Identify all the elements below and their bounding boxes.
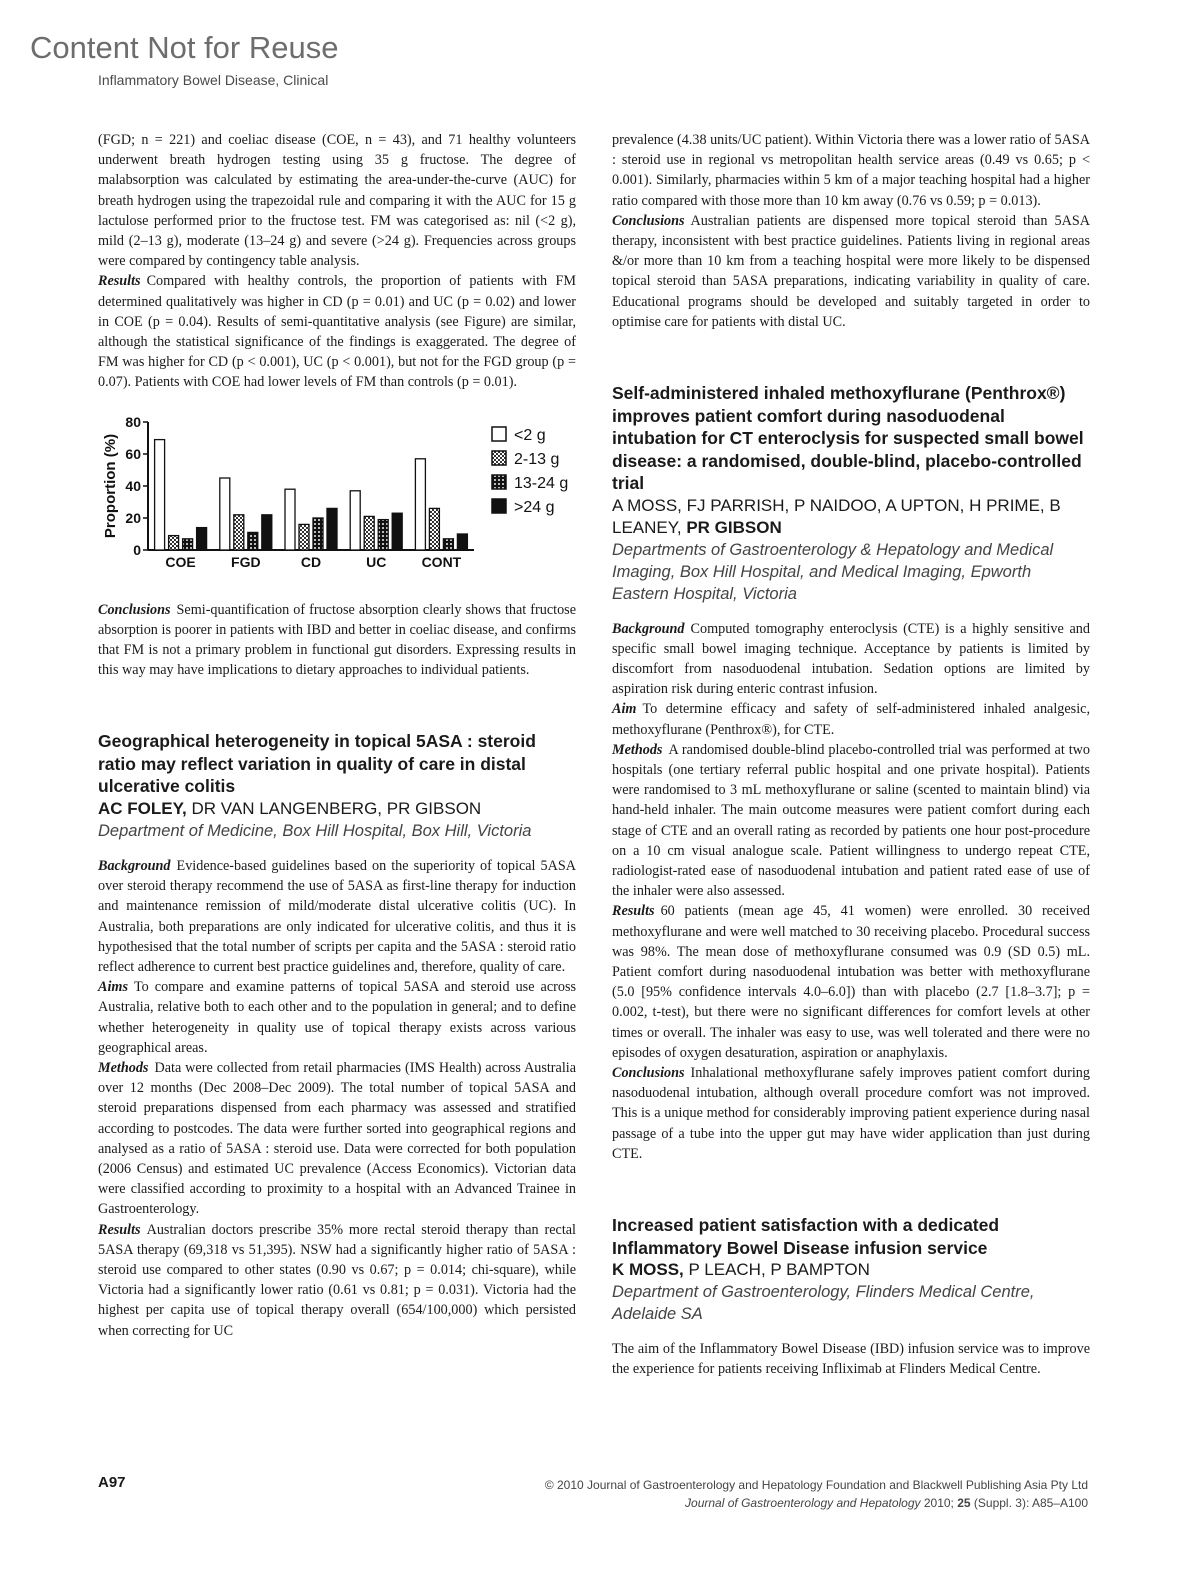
abstract2-conclusions-text: Australian patients are dispensed more topical steroid than 5ASA therapy, inconsistent with best practice guidelines. Patients living in regional areas &/or more than 10 km from a teaching hospital were more likely to be dispensed topical steroid than 5ASA preparations, indicating variability in quality of care. Educational programs should be developed and suitably targeted in order to optimise care for patients with distal UC. xyxy=(612,212,1090,330)
bar-cont-series-1 xyxy=(415,458,425,549)
y-tick-label: 80 xyxy=(125,413,141,430)
coauthors: P LEACH, P BAMPTON xyxy=(683,1260,870,1280)
bar-cd-series-3 xyxy=(313,518,323,550)
presenting-author: K MOSS, xyxy=(612,1260,684,1280)
abstract1-results-text: Compared with healthy controls, the proportion of patients with FM determined qualitatively was higher in CD (p = 0.01) and UC (p = 0.02) and lower in COE (p = 0.04). Results of semi-quantitative analysis (see Figure) are similar, although the statistical significance of the findings is exaggerated. The degree of FM was higher for CD (p < 0.001), UC (p < 0.001), but not for the FGD group (p = 0.07). Patients with COE had lower levels of FM than controls (p = 0.01). xyxy=(98,273,576,391)
y-tick-label: 20 xyxy=(125,509,141,526)
abstract3-conclusions-text: Inhalational methoxyflurane safely improves patient comfort during nasoduodenal intubation, although overall procedure comfort was not improved. This is a unique method for considerably improving patient experience during nasal passage of a tube into the upper gut may have wider application than just during CTE. xyxy=(612,1065,1090,1162)
abstract1-methods-tail: (FGD; n = 221) and coeliac disease (COE, n = 43), and 71 healthy volunteers underwent breath hydrogen testing using 35 g fructose. The degree of malabsorption was calculated by estimating the area-under-the-curve (AUC) for breath hydrogen using the trapezoidal rule and comparing it with the AUC for 15 g lactulose performed prior to the fructose test. FM was categorised as: nil (<2 g), mild (2–13 g), moderate (13–24 g) and severe (>24 g). Frequencies across groups were compared by contingency table analysis. xyxy=(98,132,576,270)
footer-citation xyxy=(545,1476,1088,1512)
bar-cont-series-2 xyxy=(429,508,439,550)
bar-cont-series-4 xyxy=(457,534,467,550)
presenting-author: AC FOLEY, xyxy=(98,798,187,818)
bar-coe-series-1 xyxy=(155,439,165,549)
bar-cd-series-4 xyxy=(327,508,337,550)
bar-uc-series-2 xyxy=(364,516,374,550)
abstract3-affiliation: Departments of Gastroenterology & Hepatology and Medical Imaging, Box Hill Hospital, and Medical Imaging, Epworth Eastern Hospital, Victoria xyxy=(612,540,1054,603)
conclusions-label: Conclusions xyxy=(612,212,685,229)
copyright-line: © 2010 Journal of Gastroenterology and Hepatology Foundation and Blackwell Publishing Asia Pty Ltd xyxy=(544,1478,1088,1492)
abstract4-authors xyxy=(612,1259,1090,1281)
senior-author: PR GIBSON xyxy=(686,517,782,537)
results-label: Results xyxy=(98,273,141,290)
y-tick-label: 60 xyxy=(125,445,141,462)
conclusions-label: Conclusions xyxy=(98,601,171,618)
aim-label: Aim xyxy=(612,701,637,718)
abstract3-conclusions xyxy=(612,1063,1090,1164)
y-axis-label: Proportion (%) xyxy=(102,433,119,538)
bar-uc-series-1 xyxy=(350,490,360,549)
abstract2-aims-text: To compare and examine patterns of topical 5ASA and steroid use across Australia, relative both to each other and to the population in general; and to define whether heterogeneity in quality use of topical therapy exists across various geographical areas. xyxy=(98,979,576,1056)
legend-swatch xyxy=(492,427,506,441)
x-tick-label: FGD xyxy=(231,553,261,570)
methods-label: Methods xyxy=(612,741,663,758)
x-tick-label: COE xyxy=(165,553,196,570)
background-label: Background xyxy=(98,857,171,874)
bar-coe-series-3 xyxy=(183,538,193,549)
legend-swatch xyxy=(492,475,506,489)
abstract1-conclusions xyxy=(98,600,576,681)
legend-label: <2 g xyxy=(514,426,546,444)
fructose-malabsorption-bar-chart xyxy=(98,407,576,582)
abstract2-background xyxy=(98,856,576,977)
abstract2-methods xyxy=(98,1058,576,1220)
y-tick-label: 40 xyxy=(125,477,141,494)
conclusions-label: Conclusions xyxy=(612,1065,685,1081)
bar-uc-series-4 xyxy=(392,513,402,550)
results-label: Results xyxy=(98,1221,141,1238)
abstract3-aim xyxy=(612,699,1090,739)
section-header: Inflammatory Bowel Disease, Clinical xyxy=(98,72,329,88)
bar-fgd-series-3 xyxy=(248,532,258,550)
citation-pages: (Suppl. 3): A85–A100 xyxy=(970,1496,1088,1510)
citation-year: 2010; xyxy=(920,1496,958,1510)
results-label: Results xyxy=(612,903,655,920)
page-number: A97 xyxy=(98,1474,126,1491)
legend-swatch xyxy=(492,451,506,465)
x-tick-label: UC xyxy=(366,553,387,570)
bar-fgd-series-1 xyxy=(220,478,230,550)
abstract2-aims xyxy=(98,977,576,1058)
coauthors: DR VAN LANGENBERG, PR GIBSON xyxy=(186,798,482,818)
fructose-chart xyxy=(98,407,576,582)
abstract2-authors xyxy=(98,798,576,820)
bar-uc-series-3 xyxy=(378,519,388,549)
legend-label: 2-13 g xyxy=(514,450,560,468)
bar-fgd-series-2 xyxy=(234,514,244,549)
bar-cd-series-1 xyxy=(285,489,295,550)
abstract1-results xyxy=(98,271,576,392)
bar-coe-series-2 xyxy=(169,535,179,549)
aims-label: Aims xyxy=(98,979,128,996)
left-column xyxy=(98,130,576,1341)
y-tick-label: 0 xyxy=(133,541,141,558)
abstract2-results-continued: prevalence (4.38 units/UC patient). Within Victoria there was a lower ratio of 5ASA : steroid use in regional vs metropolitan health service areas (0.49 vs 0.65; p < 0.001). Similarly, pharmacies within 5 km of a major teaching hospital had a higher ratio compared with those more than 10 km away (0.76 vs 0.59; p = 0.013). xyxy=(612,132,1090,209)
bar-cd-series-2 xyxy=(299,524,309,550)
right-column xyxy=(612,130,1090,1379)
abstract3-methods-text: A randomised double-blind placebo-controlled trial was performed at two hospitals (one tertiary referral public hospital and one private hospital). Patients were randomised to 3 mL methoxyflurane or saline (scented to maintain blind) via hand-held inhaler. The main outcome measures were patient comfort during each stage of CTE and an overall rating as recorded by patients one hour post-procedure on a 10 cm visual analogue scale. Patient willingness to undergo repeat CTE, radiologist-rated ease of nasoduodenal intubation and patient rated ease of use of the inhaler were also assessed. xyxy=(612,741,1090,900)
abstract3-authors xyxy=(612,495,1090,539)
abstract3-aim-text: To determine efficacy and safety of self-administered inhaled analgesic, methoxyflurane (Penthrox®), for CTE. xyxy=(612,701,1090,738)
abstract2-results xyxy=(98,1220,576,1341)
abstract3-background xyxy=(612,619,1090,700)
methods-label: Methods xyxy=(98,1059,149,1076)
legend-label: 13-24 g xyxy=(514,474,569,492)
abstract2-methods-text: Data were collected from retail pharmacies (IMS Health) across Australia over 12 months (Dec 2008–Dec 2009). The total number of topical 5ASA and steroid preparations dispensed from each pharmacy was assessed and stratified according to postcodes. The data were further sorted into geographical regions and analysed as a ratio of 5ASA : steroid use. Data were corrected for both population (2006 Census) and estimated UC prevalence (Access Economics). Victorian data were classified according to proximity to a hospital with an Advanced Trainee in Gastroenterology. xyxy=(98,1059,576,1218)
abstract2-background-text: Evidence-based guidelines based on the superiority of topical 5ASA over steroid therapy recommend the use of 5ASA as first-line therapy for induction and maintenance remission of mild/moderate distal ulcerative colitis (UC). In Australia, both preparations are only indicated for ulcerative colitis, and thus it is hypothesised that the total number of scripts per capita and the 5ASA : steroid ratio reflect adherence to current best practice guidelines and, therefore, quality of care. xyxy=(98,857,576,975)
coauthors: A MOSS, FJ PARRISH, P NAIDOO, A UPTON, H PRIME, B LEANEY, xyxy=(612,495,1061,537)
abstract2-conclusions xyxy=(612,211,1090,332)
x-tick-label: CD xyxy=(300,553,322,570)
abstract4-intro: The aim of the Inflammatory Bowel Disease (IBD) infusion service was to improve the experience for patients receiving Infliximab at Flinders Medical Centre. xyxy=(612,1341,1090,1378)
bar-cont-series-3 xyxy=(443,538,453,549)
watermark: Content Not for Reuse xyxy=(30,30,339,65)
abstract2-results-text: Australian doctors prescribe 35% more rectal steroid therapy than rectal 5ASA therapy (69,318 vs 51,395). NSW had a significantly higher ratio of 5ASA : steroid use compared to other states (0.90 vs 0.67; p = 0.014; chi-square), while Victoria had a significantly lower ratio (0.61 vs 0.81; p = 0.031). Victoria had the highest per capita use of topical therapy overall (654/100,000) which persisted when correcting for UC xyxy=(98,1221,576,1339)
abstract2-affiliation: Department of Medicine, Box Hill Hospital, Box Hill, Victoria xyxy=(98,821,532,840)
abstract3-background-text: Computed tomography enteroclysis (CTE) is a highly sensitive and specific small bowel imaging technique. Acceptance by patients is limited by discomfort from nasoduodenal intubation. Sedation options are limited by aspiration risk during enteric contrast infusion. xyxy=(612,620,1090,698)
background-label: Background xyxy=(612,620,685,637)
legend-label: >24 g xyxy=(514,498,555,516)
citation-volume: 25 xyxy=(957,1496,971,1510)
journal-citation xyxy=(545,1494,1088,1512)
abstract3-title: Self-administered inhaled methoxyflurane (Penthrox®) improves patient comfort during nasoduodenal intubation for CT enteroclysis for suspected small bowel disease: a randomised, double-blind, placebo-controlled trial xyxy=(612,383,1084,494)
abstract2-title: Geographical heterogeneity in topical 5ASA : steroid ratio may reflect variation in quality of care in distal ulcerative colitis xyxy=(98,731,536,797)
abstract1-conclusions-text: Semi-quantification of fructose absorption clearly shows that fructose absorption is poorer in patients with IBD and better in coeliac disease, and confirms that FM is not a primary problem in functional gut disorders. Expressing results in this way may have implications to dietary approaches to individual patients. xyxy=(98,601,576,679)
x-tick-label: CONT xyxy=(421,553,462,570)
bar-fgd-series-4 xyxy=(262,514,272,549)
abstract3-methods xyxy=(612,740,1090,902)
bar-coe-series-4 xyxy=(197,527,207,549)
legend-swatch xyxy=(492,499,506,513)
abstract3-results-text: 60 patients (mean age 45, 41 women) were enrolled. 30 received methoxyflurane and were well matched to 30 receiving placebo. Procedural success was 98%. The mean dose of methoxyflurane consumed was 0.9 (SD 0.5) mL. Patient comfort during nasoduodenal intubation was better with methoxyflurane (5.0 [95% confidence intervals 4.0–6.0]) than with placebo (2.7 [1.8–3.7]; p = 0.002, t-test), but there were no significant differences for comfort levels at other times or overall. The inhaler was easy to use, was well tolerated and there were no episodes of oxygen desaturation, aspiration or anaphylaxis. xyxy=(612,903,1090,1061)
abstract4-affiliation: Department of Gastroenterology, Flinders Medical Centre, Adelaide SA xyxy=(612,1283,1035,1324)
abstract3-results xyxy=(612,901,1090,1063)
abstract4-title: Increased patient satisfaction with a dedicated Inflammatory Bowel Disease infusion service xyxy=(612,1215,1000,1258)
journal-name: Journal of Gastroenterology and Hepatology xyxy=(685,1496,921,1510)
